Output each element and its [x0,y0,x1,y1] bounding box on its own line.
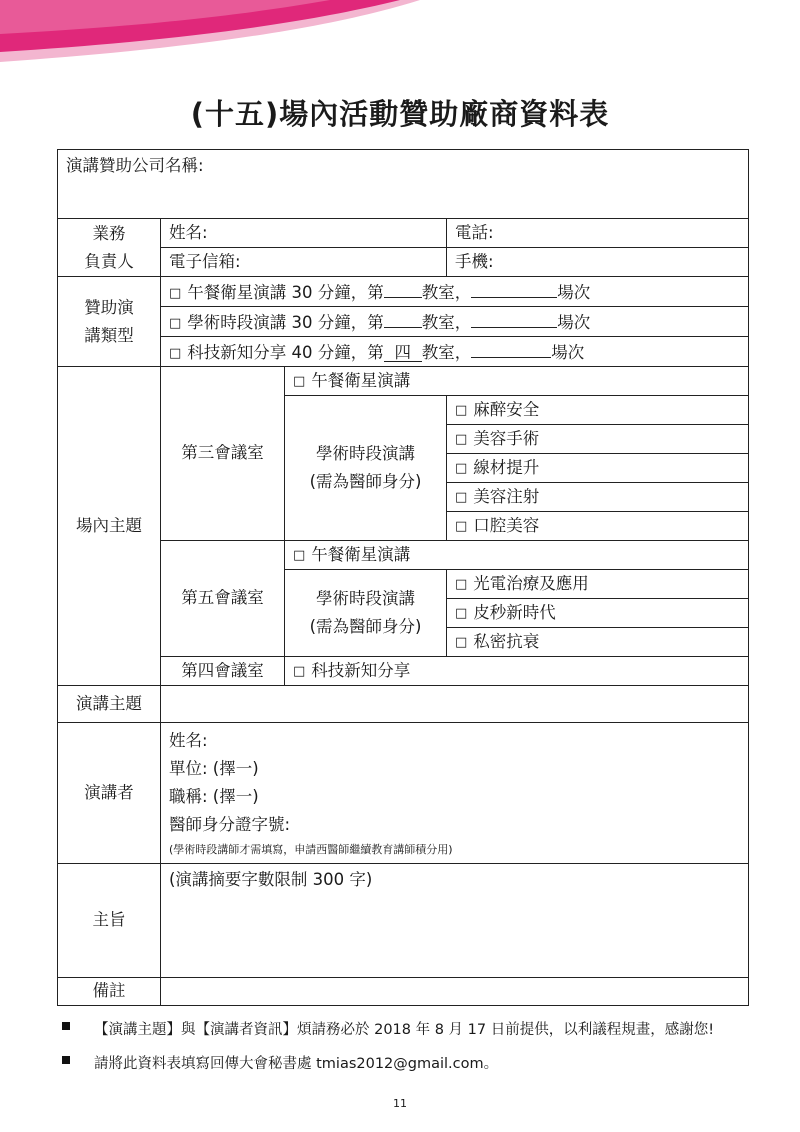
room5-topic-option[interactable]: □ 皮秒新時代 [447,599,749,628]
speaker-name-label: 姓名: [169,731,208,750]
checkbox-icon[interactable]: □ [169,346,182,362]
checkbox-icon[interactable]: □ [455,402,468,418]
room4-label: 第四會議室 [161,657,285,686]
sponsor-option-academic[interactable]: □ 學術時段演講 30 分鐘，第 教室， 場次 [161,307,749,337]
room3-topic-option[interactable]: □ 美容手術 [447,425,749,454]
square-bullet-icon [62,1056,70,1064]
sponsor-type-label: 贊助演 講類型 [58,277,161,367]
room5-topic-option[interactable]: □ 私密抗衰 [447,628,749,657]
checkbox-icon[interactable]: □ [455,489,468,505]
footnote-item: 【演講主題】與【演講者資訊】煩請務必於 2018 年 8 月 17 日前提供，以利議程規畫，感謝您! [62,1018,772,1052]
room3-topic-option[interactable]: □ 口腔美容 [447,512,749,541]
sponsor-option-technology[interactable]: □ 科技新知分享 40 分鐘，第 四 教室， 場次 [161,337,749,367]
room-blank[interactable] [384,279,422,298]
speaker-id-label: 醫師身分證字號: [169,815,291,834]
speaker-info-field[interactable] [161,723,749,864]
speaker-unit-label: 單位: (擇一) [169,759,259,778]
speaker-note: (學術時段講師才需填寫，申請西醫師繼續教育講師積分用) [169,843,453,856]
checkbox-icon[interactable]: □ [169,316,182,332]
page-number: 11 [393,1097,407,1110]
sponsor-form-table [57,149,749,1006]
speech-topic-label: 演講主題 [58,686,161,723]
contact-email-field[interactable]: 電子信箱: [161,248,447,277]
remarks-field[interactable] [161,978,749,1006]
checkbox-icon[interactable]: □ [455,576,468,592]
contact-name-field[interactable]: 姓名: [161,219,447,248]
room5-label: 第五會議室 [161,541,285,657]
room-blank[interactable] [384,309,422,328]
checkbox-icon[interactable]: □ [455,431,468,447]
footnote-item: 請將此資料表填寫回傳大會秘書處 tmias2012@gmail.com。 [62,1052,772,1086]
room-blank[interactable]: 四 [384,343,422,362]
session-blank[interactable] [471,309,557,328]
room3-topic-option[interactable]: □ 線材提升 [447,454,749,483]
page-title: (十五)場內活動贊助廠商資料表 [190,97,610,131]
speaker-label: 演講者 [58,723,161,864]
header-swoosh-decoration [0,0,800,72]
remarks-label: 備註 [58,978,161,1006]
company-name-label: 演講贊助公司名稱: [66,156,204,175]
checkbox-icon[interactable]: □ [293,547,306,563]
square-bullet-icon [62,1022,70,1030]
session-blank[interactable] [471,279,557,298]
checkbox-icon[interactable]: □ [455,460,468,476]
room3-academic-label: 學術時段演講 (需為醫師身分) [285,396,447,541]
speech-topic-field[interactable] [161,686,749,723]
summary-label: 主旨 [58,864,161,978]
room3-label: 第三會議室 [161,367,285,541]
contact-mobile-field[interactable]: 手機: [447,248,749,277]
contact-phone-field[interactable]: 電話: [447,219,749,248]
sponsor-option-lunch[interactable]: □ 午餐衛星演講 30 分鐘，第 教室， 場次 [161,277,749,307]
checkbox-icon[interactable]: □ [455,605,468,621]
checkbox-icon[interactable]: □ [455,634,468,650]
summary-field[interactable] [161,864,749,978]
company-name-field[interactable] [58,150,749,219]
session-blank[interactable] [471,339,551,358]
checkbox-icon[interactable]: □ [169,286,182,302]
business-contact-label: 業務 負責人 [58,219,161,277]
room4-topic-option[interactable]: □ 科技新知分享 [285,657,749,686]
room5-academic-label: 學術時段演講 (需為醫師身分) [285,570,447,657]
room3-lunch-option[interactable]: □ 午餐衛星演講 [285,367,749,396]
footnotes [62,1018,772,1086]
room5-topic-option[interactable]: □ 光電治療及應用 [447,570,749,599]
room3-topic-option[interactable]: □ 美容注射 [447,483,749,512]
checkbox-icon[interactable]: □ [455,518,468,534]
venue-topics-label: 場內主題 [58,367,161,686]
summary-hint: (演講摘要字數限制 300 字) [169,870,373,889]
checkbox-icon[interactable]: □ [293,663,306,679]
room3-topic-option[interactable]: □ 麻醉安全 [447,396,749,425]
checkbox-icon[interactable]: □ [293,373,306,389]
room5-lunch-option[interactable]: □ 午餐衛星演講 [285,541,749,570]
speaker-title-label: 職稱: (擇一) [169,787,259,806]
